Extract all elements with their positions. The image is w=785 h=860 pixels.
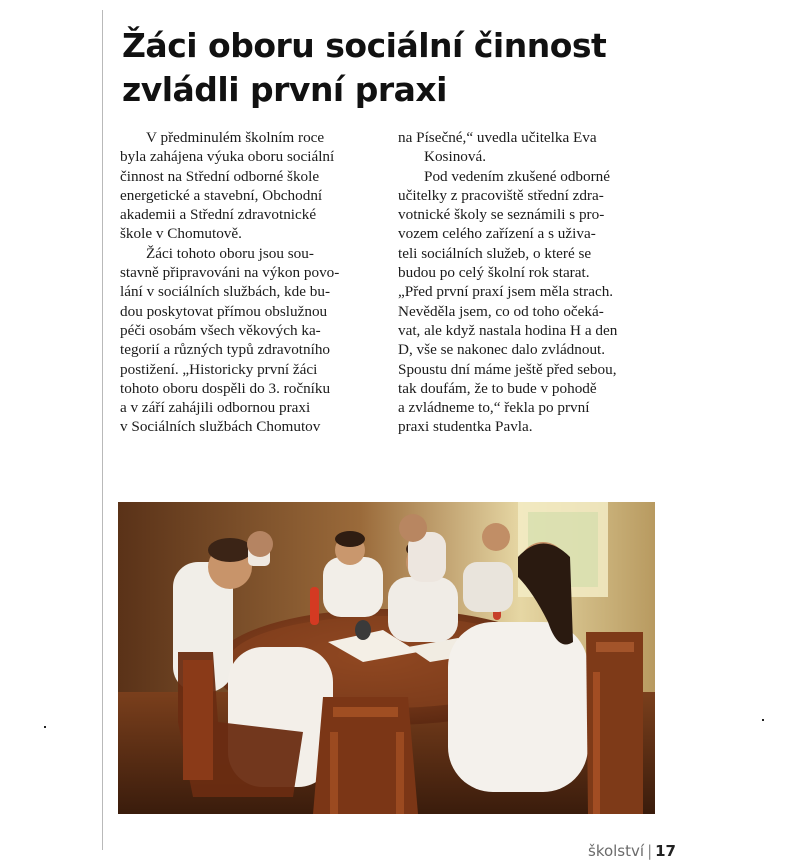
text-line: Spoustu dní máme ještě před sebou, — [398, 360, 617, 378]
text-line: činnost na Střední odborné škole — [120, 167, 320, 185]
article-photo — [118, 502, 655, 814]
text-line: dou poskytovat přímou obslužnou — [120, 302, 328, 320]
page-number: 17 — [655, 842, 676, 860]
text-line: budou po celý školní rok starat. — [398, 264, 590, 282]
text-line: votnické školy se seznámili s pro- — [398, 206, 605, 224]
text-line: akademii a Střední zdravotnické — [120, 206, 317, 224]
page-footer — [588, 842, 676, 860]
text-line: stavně připravováni na výkon povo- — [120, 264, 340, 282]
text-line: a v září zahájili odbornou praxi — [120, 399, 311, 417]
article-headline — [122, 24, 642, 112]
scan-speck — [762, 719, 764, 721]
text-line: škole v Chomutově. — [120, 225, 242, 243]
text-line: byla zahájena výuka oboru sociální — [120, 148, 335, 166]
text-line: vat, ale když nastala hodina H a den — [398, 321, 618, 339]
text-line: tak doufám, že to bude v pohodě — [398, 379, 597, 397]
headline-line-2: zvládli první praxi — [122, 70, 447, 109]
text-line: učitelky z pracoviště střední zdra- — [398, 186, 604, 204]
text-line: energetické a stavební, Obchodní — [120, 186, 323, 204]
text-line: a zvládneme to,“ řekla po první — [398, 399, 590, 417]
text-line: vozem celého zařízení a s uživa- — [398, 225, 596, 243]
text-line: teli sociálních služeb, o které se — [398, 244, 592, 262]
article-right-column — [398, 128, 660, 437]
text-line: D, vše se nakonec dalo zvládnout. — [398, 341, 606, 359]
footer-separator: | — [647, 842, 653, 860]
text-line: na Písečné,“ uvedla učitelka Eva — [398, 129, 597, 146]
text-line: „Před první praxí jsem měla strach. — [398, 283, 614, 301]
headline-line-1: Žáci oboru sociální činnost — [122, 26, 607, 65]
text-line: Kosinová. — [424, 148, 487, 166]
text-line: V předminulém školním roce — [146, 129, 325, 146]
text-line: lání v sociálních službách, kde bu- — [120, 283, 331, 301]
text-line: tohoto oboru dospěli do 3. ročníku — [120, 379, 331, 397]
text-line: praxi studentka Pavla. — [398, 418, 533, 436]
text-line: Pod vedením zkušené odborné — [424, 167, 611, 185]
magazine-name: školství — [588, 842, 645, 860]
person-seated-right — [448, 622, 588, 792]
article-left-column — [120, 128, 382, 437]
text-line: péči osobám všech věkových ka- — [120, 321, 321, 339]
text-line: tegorií a různých typů zdravotního — [120, 341, 331, 359]
text-line: Žáci tohoto oboru jsou sou- — [146, 244, 314, 262]
text-line: Nevěděla jsem, co od toho očeká- — [398, 302, 604, 320]
scan-speck — [44, 726, 46, 728]
text-line: postižení. „Historicky první žáci — [120, 360, 318, 378]
text-line: v Sociálních službách Chomutov — [120, 418, 321, 436]
